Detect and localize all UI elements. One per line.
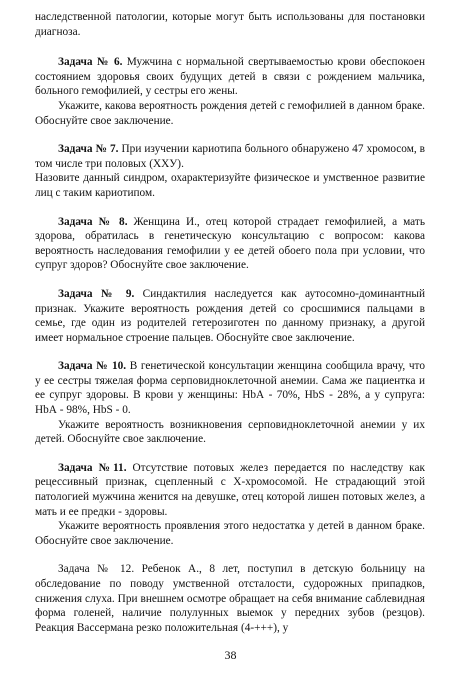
task-6: [35, 55, 425, 128]
task-text: Отсутствие потовых желез передается по наследству как рецессивный признак, сцепленный с Х-хромосомой. Не страдающий этой патологией мужчина женится на девушке, отец которой лишен потовых желез, а мать и ее предки - здоровы.: [35, 461, 426, 518]
task-question: Укажите, какова вероятность рождения детей с гемофилией в данном браке. Обоснуйте свое заключение.: [35, 99, 425, 127]
task-9: [35, 287, 425, 345]
task-label: Задача №11.: [58, 461, 127, 474]
task-10: [35, 359, 425, 447]
task-11: [35, 461, 425, 549]
task-question: Укажите вероятность проявления этого недостатка у детей в данном браке. Обоснуйте свое заключение.: [35, 520, 425, 547]
task-label: Задача № 6.: [58, 56, 123, 69]
task-text: Ребенок А., 8 лет, поступил в детскую больницу на обследование по поводу умственной отсталости, судорожных припадков, снижения слуха. При внешнем осмотре обращает на себя внимание саблевидная форма голеней, наличие полулунных выемок у передних зубов (резцов). Реакция Вассермана резко положительная (4-+++), у: [35, 563, 425, 634]
task-8: [35, 215, 425, 273]
page-body: [35, 10, 425, 649]
page-number: 38: [224, 648, 237, 662]
task-label: Задача № 9.: [58, 287, 135, 300]
task-label: Задача № 8.: [58, 215, 128, 228]
task-label: Задача № 10.: [58, 360, 127, 373]
task-7: [35, 142, 425, 200]
task-text: В генетической консультации женщина сообщила врачу, что у ее сестры тяжелая форма серповидноклеточной анемии. Сама же пациентка и ее супруг здоровы. В крови у женщины: НbА - 70%, НbS - 28%, а у супруга: НbА - 98%, НbS - 0.: [35, 360, 425, 417]
task-question: Укажите вероятность возникновения серповидноклеточной анемии у их детей. Обоснуйте свое заключение.: [35, 418, 425, 446]
task-text: При изучении кариотипа больного обнаружено 47 хромосом, в том числе три половых (ХХУ).: [35, 143, 426, 170]
task-text: Женщина И., отец которой страдает гемофилией, а мать здорова, обратилась в генетическую консультацию с вопросом: какова вероятность наследования гемофилии у ее детей обоего пола при условии, что супруг здоров? Обоснуйте свое заключение.: [35, 215, 425, 272]
task-label: Задача № 7.: [58, 143, 119, 156]
task-label: Задача № 12.: [58, 563, 135, 576]
task-12: [35, 562, 425, 635]
task-text: Синдактилия наследуется как аутосомно-доминантный признак. Укажите вероятность рождения детей со сросшимися пальцами в семье, где один из родителей гетерозиготен по данному признаку, а другой имеет нормальное строение пальцев. Обоснуйте свое заключение.: [35, 287, 425, 344]
continuation-text: наследственной патологии, которые могут быть использованы для постановки диагноза.: [35, 11, 425, 38]
task-text: Мужчина с нормальной свертываемостью крови обеспокоен состоянием здоровья своих будущих детей в связи с рождением мальчика, больного гемофилией, у сестры его жены.: [35, 56, 425, 98]
task-question: Назовите данный синдром, охарактеризуйте физическое и умственное развитие лиц с таким кариотипом.: [35, 172, 425, 199]
